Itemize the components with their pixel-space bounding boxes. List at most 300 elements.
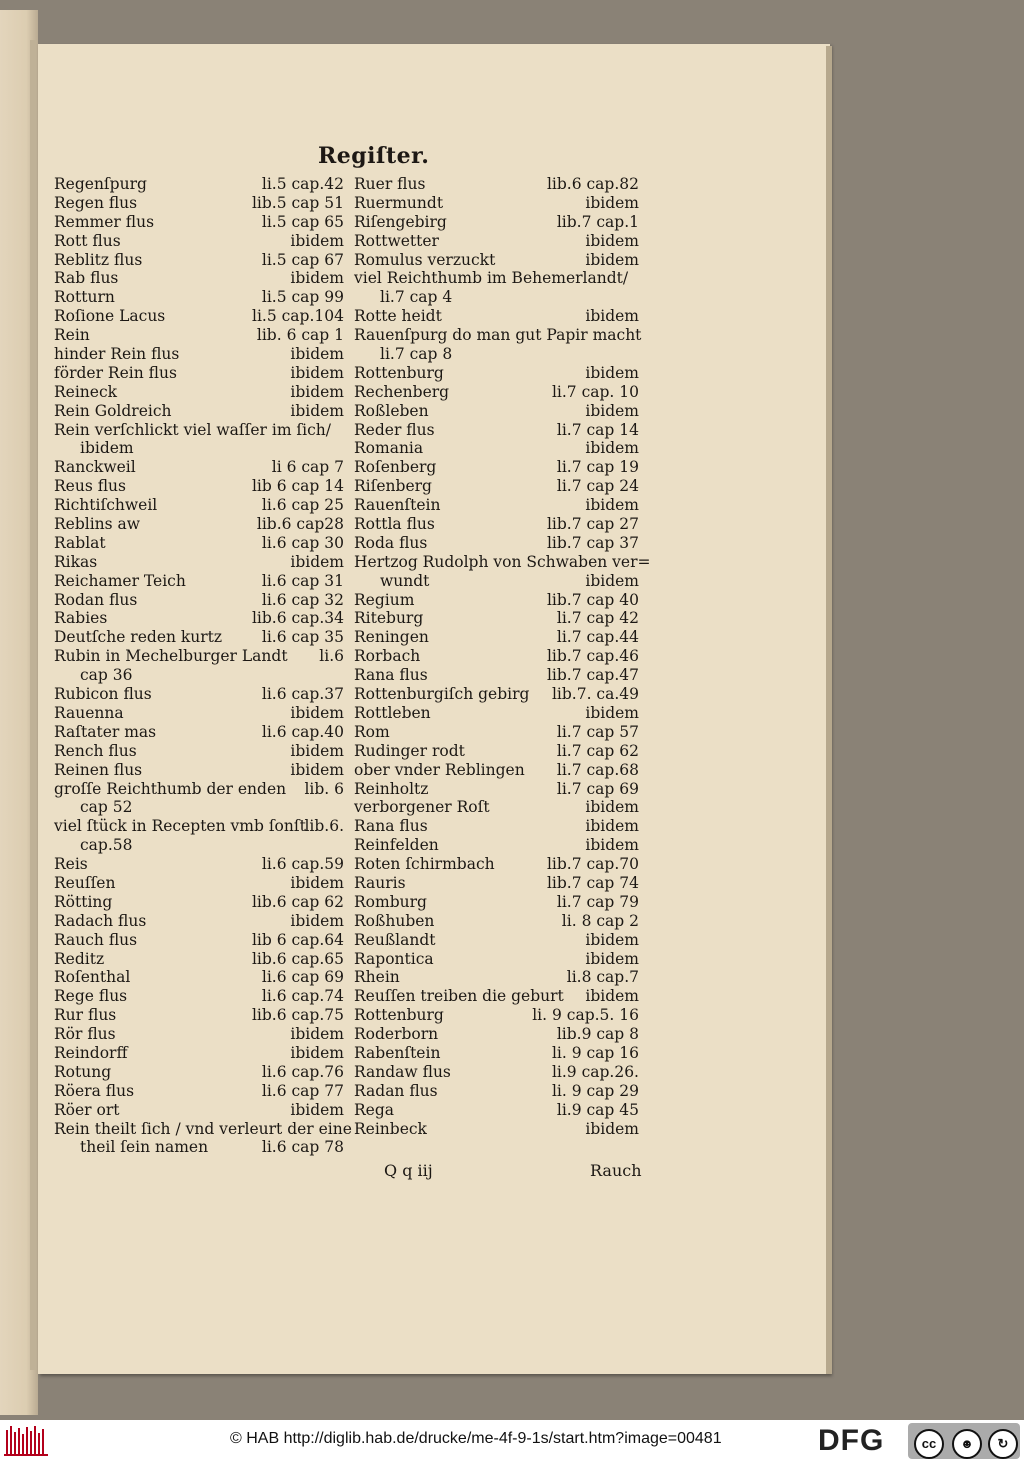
entry-reference: ibidem [290,552,344,571]
entry-term: förder Rein flus [54,363,177,382]
dfg-logo[interactable]: DFG [818,1424,885,1457]
entry-reference: ibidem [290,363,344,382]
register-entry [354,194,639,213]
register-entry [54,1006,344,1025]
register-entry [54,515,344,534]
entry-reference: li. 9 cap 29 [551,1081,639,1100]
entry-reference: li.5 cap 99 [261,288,344,307]
register-entry [54,950,344,969]
entry-term: Rott flus [54,231,121,250]
entry-reference: ibidem [290,703,344,722]
entry-term: Reichamer Teich [54,571,186,590]
entry-term: Rubicon flus [54,685,152,704]
entry-term: Roda flus [354,533,428,552]
entry-reference: ibidem [585,930,639,949]
entry-reference: li.6 cap.40 [261,722,344,741]
catchword: Rauch [590,1161,642,1180]
entry-term: Rottenburgiſch gebirg [354,685,530,704]
entry-term: viel ſtück in Recepten vmb ſonſt [54,817,306,836]
entry-term: Roßleben [354,401,429,420]
entry-reference: ibidem [290,911,344,930]
register-entry [354,1044,639,1063]
entry-term: Rötting [54,892,113,911]
register-entry [354,817,639,836]
entry-term: Rudinger rodt [354,741,465,760]
entry-term: Rein [54,326,90,345]
register-column-left [54,175,352,1157]
register-entry [54,968,344,987]
register-entry [354,1063,639,1082]
entry-term: Reußlandt [354,930,436,949]
entry-reference: li.6 cap.74 [261,987,344,1006]
entry-term: Rana flus [354,817,428,836]
entry-reference: ibidem [290,1100,344,1119]
register-entry [54,855,344,874]
register-column-right [354,175,651,1138]
entry-term: Romburg [354,892,427,911]
entry-term: Röera flus [54,1081,135,1100]
entry-reference: lib.7. ca.49 [551,685,639,704]
entry-reference: ibidem [585,231,639,250]
register-entry [54,742,344,761]
entry-term: Rotung [54,1062,112,1081]
register-entry [354,364,639,383]
register-entry [354,175,639,194]
signature-mark: Q q iij [384,1161,433,1180]
entry-term: cap 52 [80,798,133,817]
register-entry [354,893,639,912]
register-entry [54,458,344,477]
entry-reference: ibidem [585,571,639,590]
entry-term: Reblins aw [54,515,141,534]
entry-term: Rab flus [54,269,119,288]
entry-reference: li.7 cap 62 [556,741,639,760]
entry-reference: li.7 cap 42 [556,609,639,628]
register-entry [354,723,639,742]
by-icon: ☻ [952,1429,982,1459]
register-entry [54,628,344,647]
entry-reference: li.8 cap.7 [566,968,639,987]
entry-reference: lib.7 cap 27 [546,515,639,534]
entry-term: ibidem [80,439,134,458]
entry-reference: li.9 cap 45 [556,1100,639,1119]
entry-term: Reuſſen treiben die geburt [354,987,564,1006]
register-entry [54,685,344,704]
entry-term: Rottenburg [354,363,444,382]
entry-term: Rege flus [54,987,128,1006]
entry-reference: li.6 cap 25 [261,496,344,515]
entry-term: Rotturn [54,288,115,307]
register-entry [54,572,344,591]
register-entry [354,552,651,572]
entry-term: Reis [54,855,88,874]
register-entry [54,534,344,553]
register-entry [54,402,344,421]
entry-term: Rikas [54,552,98,571]
register-entry [354,307,639,326]
entry-term: Roten ſchirmbach [354,855,495,874]
register-entry [354,780,639,799]
register-entry [54,553,344,572]
register-entry [354,383,639,402]
register-entry [54,780,344,799]
register-entry [354,1025,639,1044]
entry-term: Rubin in Mechelburger Landt [54,647,288,666]
register-entry [354,912,639,931]
entry-reference: lib.6 cap.34 [251,609,344,628]
entry-reference: ibidem [585,798,639,817]
register-entry [54,1138,344,1157]
entry-term: Riſengebirg [354,212,447,231]
entry-reference: li.5 cap.42 [261,175,344,193]
page-fore-edge [826,46,832,1374]
entry-reference: ibidem [585,401,639,420]
entry-reference: ibidem [585,250,639,269]
register-entry [354,232,639,251]
entry-term: Rechenberg [354,382,450,401]
entry-reference: ibidem [585,496,639,515]
entry-reference: lib. 6 cap 1 [256,326,344,345]
entry-reference: ibidem [585,987,639,1006]
entry-reference: li.6 cap 35 [261,628,344,647]
register-entry [354,855,639,874]
entry-reference: lib.6 cap.65 [251,949,344,968]
entry-term: Regen flus [54,193,138,212]
entry-term: Roſenberg [354,458,437,477]
entry-term: Regenſpurg [54,175,147,193]
entry-reference: li.7 cap.44 [556,628,639,647]
entry-term: ober vnder Reblingen [354,760,525,779]
register-entry [354,742,639,761]
entry-term: Rottla flus [354,515,435,534]
entry-term: groſſe Reichthumb der enden [54,779,287,798]
register-entry [354,1120,639,1139]
entry-term: Reningen [354,628,429,647]
entry-reference: li. 9 cap.5. 16 [532,1006,639,1025]
entry-reference: li.7 cap 69 [556,779,639,798]
entry-term: Randaw flus [354,1062,451,1081]
entry-term: Riſenberg [354,477,432,496]
entry-reference: ibidem [290,401,344,420]
register-entry [54,1082,344,1101]
entry-term: Rauris [354,873,406,892]
register-entry [54,496,344,515]
register-entry [54,912,344,931]
attribution-link[interactable]: © HAB http://diglib.hab.de/drucke/me-4f-9-1s/start.htm?image=00481 [230,1430,722,1447]
entry-reference: li.7 cap 57 [556,722,639,741]
entry-term: Rhein [354,968,400,987]
entry-reference: lib.7 cap.47 [546,666,639,685]
register-entry [54,723,344,742]
entry-reference: li.6 cap 31 [261,571,344,590]
register-entry [54,326,344,345]
register-entry [354,251,639,270]
entry-term: Roßhuben [354,911,435,930]
register-entry [354,1082,639,1101]
entry-reference: li. 9 cap 16 [551,1043,639,1062]
entry-term: Reindorff [54,1043,128,1062]
entry-reference: ibidem [290,231,344,250]
register-entry [54,893,344,912]
entry-term: Rottleben [354,703,431,722]
entry-term: cap.58 [80,836,133,855]
entry-term: Rom [354,722,390,741]
entry-reference: li.7 cap 79 [556,892,639,911]
register-entry [54,647,344,666]
entry-term: Rottenburg [354,1006,444,1025]
register-entry [54,1119,352,1139]
entry-term: viel Reichthumb im Behemerlandt/ [354,269,629,288]
entry-term: Rench flus [54,741,137,760]
entry-reference: ibidem [585,193,639,212]
entry-term: Riteburg [354,609,424,628]
entry-term: Reus flus [54,477,126,496]
register-entry [354,288,639,307]
entry-term: Rauenſtein [354,496,441,515]
register-entry [54,1025,344,1044]
entry-reference: li.6 cap.37 [261,685,344,704]
register-entry [54,194,344,213]
entry-reference: lib.7 cap 74 [546,873,639,892]
entry-reference: lib.7 cap.46 [546,647,639,666]
register-entry [54,175,344,194]
entry-reference: lib.7 cap.1 [556,212,639,231]
register-entry [54,704,344,723]
register-entry [354,496,639,515]
entry-term: Röer ort [54,1100,120,1119]
entry-reference: ibidem [290,741,344,760]
register-entry [354,402,639,421]
register-entry [354,326,642,345]
entry-reference: lib. 6 [304,779,344,798]
entry-term: Rablat [54,533,106,552]
entry-reference: li 6 cap 7 [271,458,344,477]
register-entry [354,458,639,477]
register-entry [354,987,639,1006]
register-entry [354,534,639,553]
entry-reference: lib.7 cap.70 [546,855,639,874]
entry-term: Reblitz flus [54,250,143,269]
register-entry [354,1101,639,1120]
register-entry [54,288,344,307]
register-entry [54,931,344,950]
sa-icon: ↻ [988,1429,1018,1459]
entry-term: Roſenthal [54,968,131,987]
entry-reference: li.6 cap 30 [261,533,344,552]
entry-term: li.7 cap 8 [380,345,453,364]
register-entry [54,798,344,817]
register-entry [54,269,344,288]
entry-term: Rur flus [54,1006,117,1025]
register-entry [54,1063,344,1082]
register-entry [54,307,344,326]
cc-license-badge[interactable] [908,1423,1020,1459]
register-entry [354,950,639,969]
entry-term: wundt [380,571,430,590]
page-title: Regiſter. [318,143,430,169]
entry-reference: ibidem [585,1119,639,1138]
register-entry [354,704,639,723]
entry-term: Rein theilt ſich / vnd verleurt der eine [54,1119,352,1138]
hab-logo-icon [4,1424,48,1458]
entry-reference: lib.9 cap 8 [556,1025,639,1044]
register-entry [54,836,344,855]
entry-term: Rega [354,1100,395,1119]
register-entry [54,1044,344,1063]
entry-term: Roſione Lacus [54,307,166,326]
register-entry [354,666,639,685]
register-entry [354,968,639,987]
entry-term: Rabenſtein [354,1043,441,1062]
entry-term: Roderborn [354,1025,439,1044]
entry-reference: lib.6 cap 62 [251,892,344,911]
entry-reference: li.7 cap. 10 [551,382,639,401]
entry-term: Ruermundt [354,193,444,212]
register-entry [354,647,639,666]
entry-term: Reinen flus [54,760,143,779]
register-entry [354,1006,639,1025]
entry-term: Richtiſchweil [54,496,158,515]
entry-reference: ibidem [290,382,344,401]
entry-reference: li.5 cap 67 [261,250,344,269]
entry-term: Rein Goldreich [54,401,172,420]
register-entry [54,987,344,1006]
entry-reference: lib.6 cap28 [256,515,344,534]
register-entry [54,666,344,685]
entry-term: Rabies [54,609,108,628]
register-entry [354,439,639,458]
entry-reference: li.7 cap.68 [556,760,639,779]
entry-term: Rana flus [354,666,428,685]
cc-icon: cc [914,1429,944,1459]
entry-term: Ruer flus [354,175,426,193]
entry-term: Rauenna [54,703,124,722]
entry-reference: ibidem [290,873,344,892]
entry-reference: lib.6 cap.82 [546,175,639,193]
entry-term: Rauch flus [54,930,138,949]
entry-term: li.7 cap 4 [380,288,453,307]
register-entry [354,931,639,950]
register-entry [354,685,639,704]
facing-page-gutter [30,40,36,1370]
entry-reference: ibidem [585,949,639,968]
entry-term: theil ſein namen [80,1138,209,1157]
entry-reference: lib.7 cap 40 [546,590,639,609]
register-entry [354,213,639,232]
register-entry [54,761,344,780]
entry-term: Reder flus [354,420,435,439]
entry-term: Rör flus [54,1025,116,1044]
register-entry [54,591,344,610]
entry-reference: lib 6 cap.64 [251,930,344,949]
register-entry [54,251,344,270]
entry-term: cap 36 [80,666,133,685]
register-entry [354,798,639,817]
entry-term: Ranckweil [54,458,136,477]
entry-term: Reinbeck [354,1119,427,1138]
entry-term: Rottwetter [354,231,439,250]
entry-reference: li.6 cap 78 [261,1138,344,1157]
register-entry [354,345,639,364]
entry-reference: ibidem [585,836,639,855]
entry-reference: ibidem [585,363,639,382]
entry-reference: li.7 cap 19 [556,458,639,477]
entry-reference: li.6 cap.76 [261,1062,344,1081]
entry-reference: lib 6 cap 14 [251,477,344,496]
entry-term: Rorbach [354,647,421,666]
entry-term: Reuſſen [54,873,116,892]
entry-reference: lib.5 cap 51 [251,193,344,212]
register-entry [354,874,639,893]
entry-reference: li.6 cap 77 [261,1081,344,1100]
entry-term: hinder Rein flus [54,345,180,364]
entry-reference: ibidem [290,1025,344,1044]
entry-term: Radan flus [354,1081,438,1100]
register-entry [54,383,344,402]
entry-reference: li.5 cap 65 [261,212,344,231]
entry-reference: li.6 cap 32 [261,590,344,609]
entry-reference: lib.7 cap 37 [546,533,639,552]
entry-reference: li.5 cap.104 [252,307,344,326]
entry-term: Reinfelden [354,836,439,855]
entry-term: Raſtater mas [54,722,157,741]
entry-reference: lib.6 cap.75 [251,1006,344,1025]
entry-reference: lib.6. [304,817,344,836]
entry-term: Hertzog Rudolph von Schwaben ver= [354,552,651,571]
entry-term: Rotte heidt [354,307,442,326]
entry-term: Remmer flus [54,212,155,231]
entry-term: Rapontica [354,949,434,968]
entry-term: Rodan flus [54,590,138,609]
entry-term: verborgener Roſt [354,798,490,817]
entry-term: Reineck [54,382,118,401]
register-entry [354,609,639,628]
register-entry [354,572,639,591]
register-entry [354,761,639,780]
register-entry [54,364,344,383]
entry-reference: ibidem [290,1043,344,1062]
entry-reference: li.9 cap.26. [551,1062,639,1081]
register-entry [54,817,344,836]
entry-reference: li.6 cap.59 [261,855,344,874]
entry-term: Regium [354,590,415,609]
register-entry [354,836,639,855]
entry-term: Rein verſchlickt viel waſſer im ſich/ [54,420,332,439]
entry-reference: ibidem [585,307,639,326]
register-entry [354,269,639,288]
register-entry [54,439,344,458]
entry-term: Radach flus [54,911,147,930]
entry-reference: ibidem [585,439,639,458]
entry-term: Rauenſpurg do man gut Papir macht [354,326,642,345]
entry-reference: li.7 cap 24 [556,477,639,496]
entry-reference: ibidem [585,703,639,722]
register-entry [354,421,639,440]
register-entry [54,345,344,364]
entry-term: Romania [354,439,424,458]
register-entry [354,591,639,610]
entry-reference: ibidem [290,269,344,288]
entry-reference: li. 8 cap 2 [561,911,639,930]
register-entry [354,515,639,534]
register-entry [54,874,344,893]
register-entry [54,421,344,440]
viewer-footer [0,1420,1024,1461]
entry-reference: li.7 cap 14 [556,420,639,439]
entry-reference: ibidem [290,345,344,364]
register-entry [54,1101,344,1120]
entry-reference: ibidem [290,760,344,779]
